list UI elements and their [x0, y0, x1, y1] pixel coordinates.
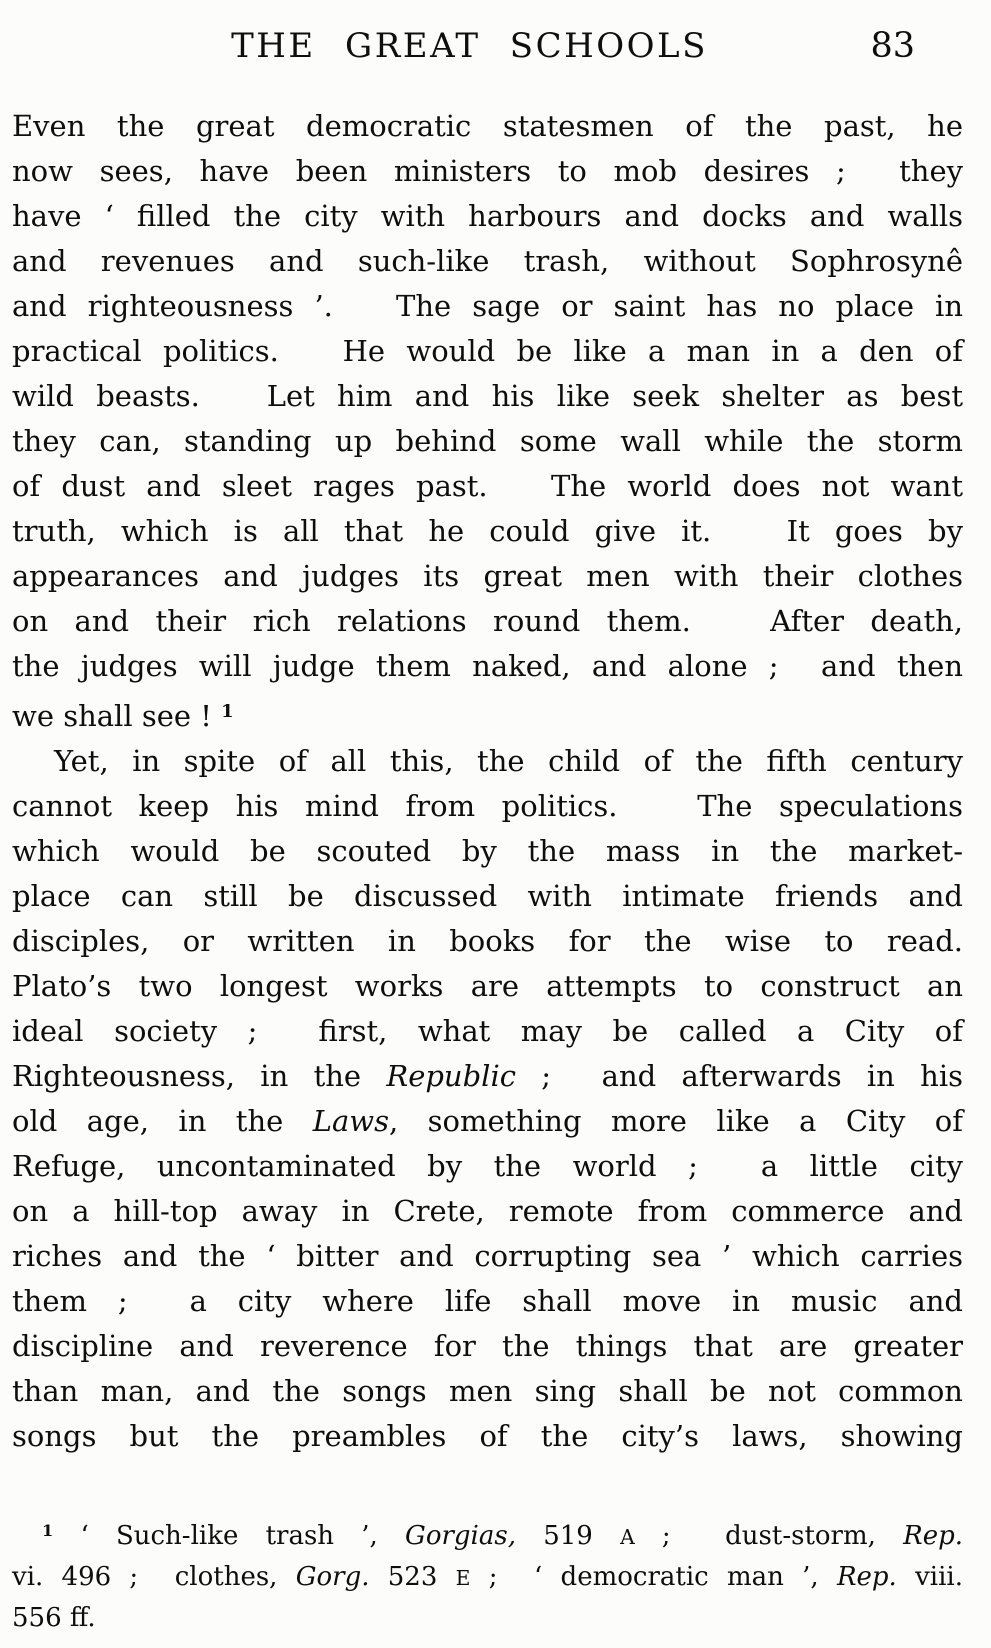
text-segment: 519 [515, 1521, 621, 1552]
text-segment: the judges will judge them naked, and alone ; and then [12, 649, 963, 683]
text-line [12, 599, 963, 644]
text-segment: old age, in the [12, 1103, 313, 1138]
text-segment: which would be scouted by the mass in the market- [12, 833, 963, 868]
text-segment: wild beasts. Let him and his like seek shelter as best [12, 379, 963, 413]
text-segment: on a hill-top away in Crete, remote from commerce and [12, 1193, 963, 1228]
footnote [12, 1511, 963, 1638]
text-line [12, 1189, 963, 1234]
text-segment: have ‘ filled the city with harbours and docks and walls [12, 199, 963, 233]
text-line [12, 509, 963, 554]
text-line [12, 1414, 963, 1459]
page-header [12, 26, 963, 100]
text-line [12, 784, 963, 829]
footnote-reference: 1 [221, 701, 234, 722]
text-line [12, 104, 963, 149]
text-line [12, 1234, 963, 1279]
text-line [12, 239, 963, 284]
text-segment: practical politics. He would be like a man in a den of [12, 334, 963, 368]
text-line [12, 1598, 963, 1638]
text-line [12, 194, 963, 239]
text-segment: they can, standing up behind some wall while the storm [12, 424, 963, 458]
text-line [12, 739, 963, 784]
text-line [12, 1511, 963, 1557]
text-segment: ; and afterwards in his [515, 1058, 963, 1093]
text-line [12, 1144, 963, 1189]
text-line [12, 1054, 963, 1099]
small-caps-text: A [620, 1525, 635, 1550]
text-line [12, 1369, 963, 1414]
text-segment: and revenues and such-like trash, without Sophrosynê [12, 244, 963, 278]
text-line [12, 829, 963, 874]
text-segment: Yet, in spite of all this, the child of the fifth century [54, 743, 963, 778]
text-segment: ‘ Such-like trash ’, [53, 1521, 406, 1552]
text-line [12, 919, 963, 964]
text-segment: appearances and judges its great men with their clothes [12, 559, 963, 593]
text-line [12, 1324, 963, 1369]
text-segment: Even the great democratic statesmen of the past, he [12, 109, 963, 143]
text-segment: , something more like a City of [389, 1103, 963, 1138]
text-segment: 556 ff. [12, 1603, 96, 1634]
italic-text: Rep. [836, 1562, 897, 1593]
text-segment: 523 [369, 1562, 456, 1593]
text-segment: we shall see ! [12, 698, 222, 733]
text-segment: riches and the ‘ bitter and corrupting sea ’ which carries [12, 1238, 963, 1273]
text-segment: cannot keep his mind from politics. The speculations [12, 788, 963, 823]
page-title: THE GREAT SCHOOLS [231, 26, 708, 66]
text-line [12, 644, 963, 689]
text-segment: Plato’s two longest works are attempts to construct an [12, 968, 963, 1003]
text-line [12, 689, 963, 739]
text-segment: Refuge, uncontaminated by the world ; a little city [12, 1148, 963, 1183]
italic-text: Gorgias, [405, 1521, 516, 1552]
body-text [12, 104, 963, 1459]
text-segment: ideal society ; first, what may be called a City of [12, 1013, 963, 1048]
text-segment: vi. 496 ; clothes, [12, 1562, 296, 1593]
text-line [12, 284, 963, 329]
text-line [12, 1009, 963, 1054]
text-segment: than man, and the songs men sing shall be not common [12, 1373, 963, 1408]
small-caps-text: E [455, 1566, 471, 1591]
text-line [12, 329, 963, 374]
text-line [12, 1279, 963, 1324]
text-segment: now sees, have been ministers to mob desires ; they [12, 154, 963, 188]
text-segment: Righteousness, in the [12, 1058, 387, 1093]
paragraph [12, 739, 963, 1459]
text-line [12, 964, 963, 1009]
italic-text: Rep. [903, 1521, 964, 1552]
text-segment: ; ‘ democratic man ’, [470, 1562, 837, 1593]
italic-text: Laws [312, 1103, 390, 1138]
text-line [12, 1557, 963, 1598]
text-segment: and righteousness ’. The sage or saint has no place in [12, 289, 963, 323]
text-line [12, 464, 963, 509]
page-number: 83 [870, 26, 915, 66]
text-segment: truth, which is all that he could give it. It goes by [12, 514, 963, 548]
text-segment: of dust and sleet rages past. The world does not want [12, 469, 963, 503]
text-line [12, 374, 963, 419]
italic-text: Republic [386, 1058, 516, 1093]
text-segment: songs but the preambles of the city’s laws, showing [12, 1418, 963, 1453]
text-segment: on and their rich relations round them. After death, [12, 604, 963, 638]
paragraph [12, 104, 963, 739]
italic-text: Gorg. [295, 1562, 370, 1593]
text-segment: viii. [896, 1562, 963, 1593]
footnote-reference: 1 [42, 1520, 54, 1540]
text-line [12, 874, 963, 919]
text-segment: them ; a city where life shall move in music and [12, 1283, 963, 1318]
text-line [12, 1099, 963, 1144]
text-segment: disciples, or written in books for the wise to read. [12, 923, 963, 958]
text-line [12, 149, 963, 194]
text-segment: discipline and reverence for the things that are greater [12, 1328, 963, 1363]
text-line [12, 554, 963, 599]
text-segment: place can still be discussed with intimate friends and [12, 878, 963, 913]
text-line [12, 419, 963, 464]
text-segment: ; dust-storm, [634, 1521, 904, 1552]
